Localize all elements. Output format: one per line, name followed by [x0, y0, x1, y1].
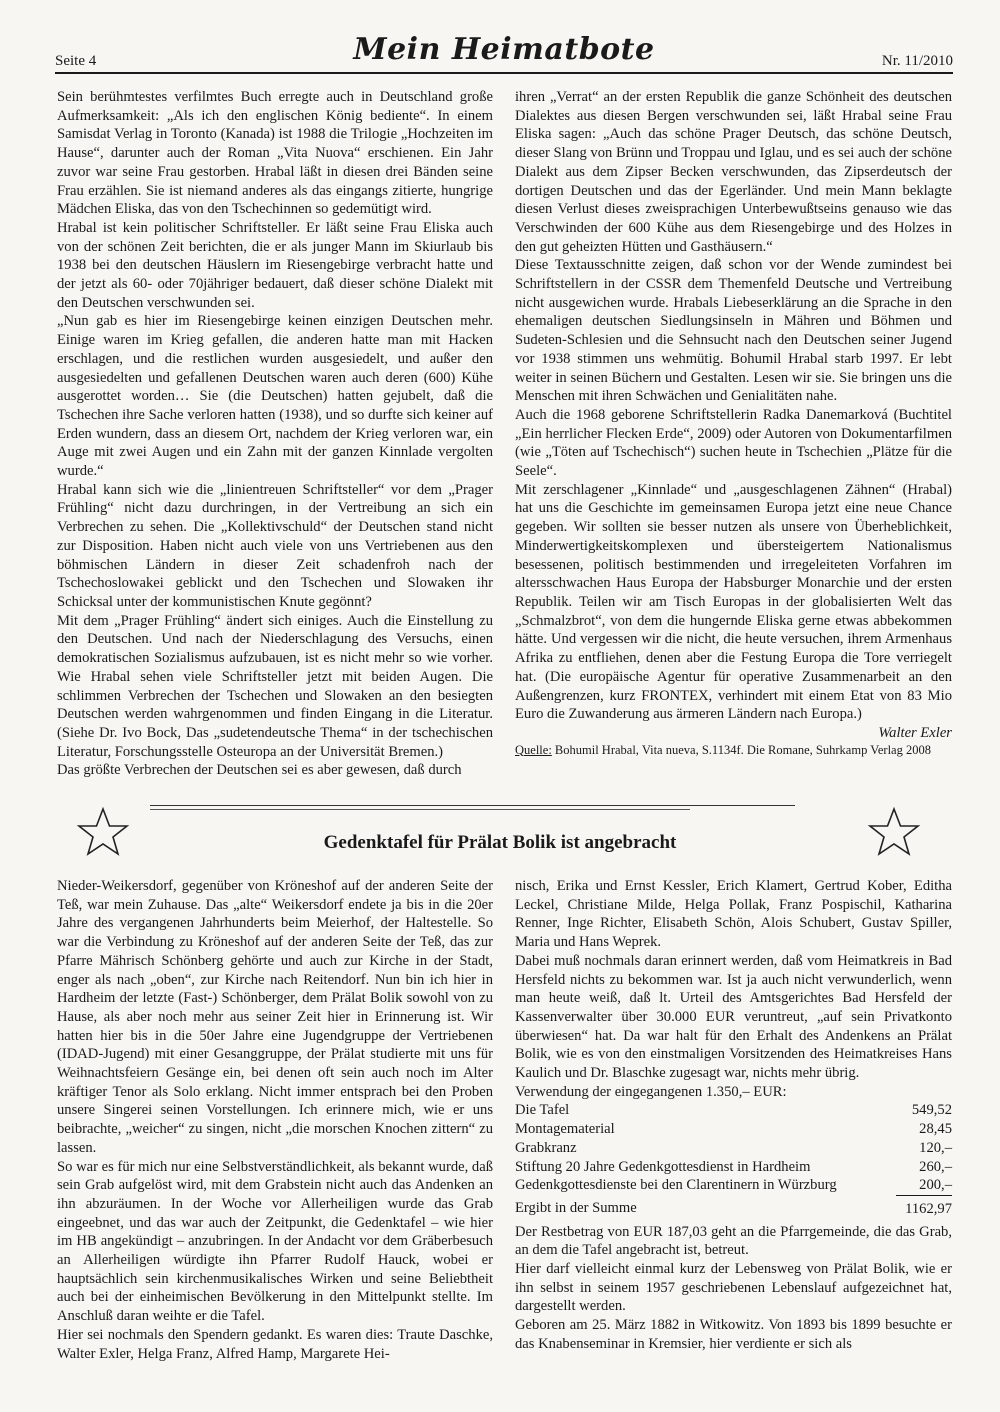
- paragraph: „Nun gab es hier im Riesengebirge keinen einzigen Deutschen mehr. Einige waren im Krieg gefallen, die anderen hatte man mit Hacken erschlagen, und die restlichen wurden ausgesiedelt, und außer den ausgesiedelten und gefallenen Deutschen waren auch deren (600) Kühe ausgerottet worden… Sie (die Deutschen) hatten gejubelt, daß die Tschechen ihre Sache verloren hatten (1938), und so durfte sich keiner auf Erden wundern, dass an diesem Ort, nachdem der Krieg verloren war, ein Auge mit zwei Augen und ein Zahn mit der ganzen Kinnlade vergolten wurde.“: [57, 313, 493, 480]
- table-row: [515, 1176, 952, 1195]
- paragraph: Hrabal kann sich wie die „linientreuen Schriftsteller“ vor dem „Prager Frühling“ nicht dazu durchringen, in der Vertreibung an sich ein Verbrechen zu sehen. Die „Kollektivschuld“ der Deutschen stand nicht zur Disposition. Haben nicht auch viele von uns Vertriebenen aus den böhmischen Ländern in dieser Zeit schadenfroh nach der Tschechoslowakei geblickt und den Tschechen und Slowaken ihr Schicksal unter der kommunistischen Knute gegönnt?: [57, 481, 493, 610]
- table-row: [515, 1139, 952, 1158]
- expense-table: [515, 1101, 952, 1218]
- article2-headline: Gedenktafel für Prälat Bolik ist angebracht: [323, 832, 677, 853]
- expense-label: Grabkranz: [515, 1139, 577, 1156]
- expense-amount: 200,–: [896, 1176, 952, 1195]
- article1-column-right: [515, 88, 952, 758]
- source-note: [515, 743, 952, 758]
- paragraph: ihren „Verrat“ an der ersten Republik die ganze Schönheit des deutschen Dialektes aus diesen Bergen verschwunden sei, läßt Hrabal seine Frau Eliska sagen: „Auch das schöne Prager Deutsch, das schöne Deutsch, dieser Slang von Brünn und Troppau und Iglau, und es sei auch der schöne Dialekt aus dem Zipser Becken verschwunden, das Zipserdeutsch der dortigen Deutschen und das der Egerländer. Und mein Mann beklagte diesen Verlust dieses zweisprachigen Unterbewußtseins genauso wie das Verschwinden der 600 Kühe aus dem Riesengebirge und des Holzes in den gut geheizten Hütten und Gasthäusern.“: [515, 89, 952, 255]
- total-label: Ergibt in der Summe: [515, 1200, 637, 1217]
- expense-label: Gedenkgottesdienste bei den Clarentinern in Würzburg: [515, 1177, 837, 1194]
- paragraph: Auch die 1968 geborene Schriftstellerin Radka Danemarková (Buchtitel „Ein herrlicher Flecken Erde“, 2009) oder Autoren von Dokumentarfilmen (wie „Töten auf Tschechisch“) suchen heute in Tschechien „Plätze für die Seele“.: [515, 406, 952, 480]
- masthead-logo: Mein Heimatbote: [353, 32, 655, 67]
- paragraph: Das größte Verbrechen der Deutschen sei es aber gewesen, daß durch: [57, 762, 462, 779]
- table-row: [515, 1101, 952, 1120]
- expense-label: Stiftung 20 Jahre Gedenkgottesdienst in Hardheim: [515, 1158, 811, 1175]
- paragraph: Geboren am 25. März 1882 in Witkowitz. Von 1893 bis 1899 besuchte er das Knabenseminar in Kremsier, hier verdiente er sich als: [515, 1317, 952, 1352]
- author-signature: Walter Exler: [878, 724, 952, 741]
- expense-label: Die Tafel: [515, 1102, 570, 1119]
- paragraph: Mit zerschlagener „Kinnlade“ und „ausgeschlagenen Zähnen“ (Hrabal) hat uns die Geschichte im gemeinsamen Europa jetzt eine neue Chance gegeben. Wir sollten sie besser nutzen als unsere von Überheblichkeit, Minderwertigkeitskomplexen und übersteigertem Nationalismus besessenen, politisch bestimmenden und irregeleiteten Vorfahren im altersschwachen Haus Europa der Habsburger Monarchie und der ersten Republik. Teilen wir am Tisch Europas in der globalisierten Welt das „Schmalzbrot“, von dem die hungernde Eliska gerne etwas abbekommen hätte. Und vergessen wir die nicht, die heute versuchen, ihrem Armenhaus Afrika zu entfliehen, denen aber die Festung Europa die Tore verriegelt hat. (Die europäische Agentur für operative Zusammenarbeit an den Außengrenzen, kurz FRONTEX, verhindert mit einem Etat von 83 Mio Euro die Zuwanderung aus ärmeren Ländern nach Europa.): [515, 481, 952, 723]
- paragraph: nisch, Erika und Ernst Kessler, Erich Klamert, Gertrud Kober, Editha Leckel, Christiane Milde, Helga Pollak, Franz Pospischil, Katharina Renner, Inge Richter, Elisabeth Schön, Alois Schubert, Gustav Spiller, Maria und Hans Weprek.: [515, 878, 952, 951]
- expense-amount: 28,45: [919, 1121, 952, 1138]
- page-number: Seite 4: [55, 53, 97, 69]
- article2-column-left: [57, 877, 493, 1363]
- header-rule: [55, 72, 953, 74]
- paragraph: Der Restbetrag von EUR 187,03 geht an die Pfarrgemeinde, die das Grab, an dem die Tafel angebracht ist, betreut.: [515, 1223, 952, 1259]
- star-outline-icon: [866, 806, 922, 858]
- page-header: [55, 30, 953, 74]
- expense-amount: 260,–: [919, 1158, 952, 1175]
- article1-column-left: [57, 88, 493, 780]
- paragraph: So war es für mich nur eine Selbstverständlichkeit, als bekannt wurde, daß sein Grab aufgelöst wird, mit dem Grabstein nicht auch das Andenken an ihn abzuräumen. In der Woche vor Allerheiligen wurde das Grab eingeebnet, und das war auch der Zeitpunkt, die Gedenktafel – wie hier im HB angekündigt – anzubringen. In der Andacht vor dem Gräberbesuch an Allerheiligen würdigte ihn Pfarrer Rudolf Hauck, wobei er hauptsächlich sein kirchenmusikalisches Wirken und seine Beliebtheit auch bei der einheimischen Bevölkerung in den Mittelpunkt stellte. Im Anschluß daran weihte er die Tafel.: [57, 1158, 493, 1325]
- paragraph: Sein berühmtestes verfilmtes Buch erregte auch in Deutschland große Aufmerksamkeit: „Als ich den englischen König bediente“. In einem Samisdat Verlag in Toronto (Kanada) ist 1988 die Trilogie „Hochzeiten im Hause“, darunter auch der Roman „Vita Nuova“ erschienen. Ein Jahr zuvor war seine Frau gestorben. Hrabal läßt in diesen drei Bänden seine Frau erzählen. Sie ist niemand anderes als das eingangs zitierte, hungrige Mädchen Eliska, das von den Tschechinnen so gedemütigt wird.: [57, 89, 493, 218]
- expense-amount: 120,–: [919, 1139, 952, 1156]
- total-row: [515, 1195, 952, 1218]
- paragraph: Dabei muß nochmals daran erinnert werden, daß vom Heimatkreis in Bad Hersfeld nichts zu bekommen war. Ist ja auch nicht verwunderlich, wenn man heute weiß, daß lt. Urteil des Amtsgerichtes Bad Hersfeld der Kassenverwalter über 30.000 EUR veruntreut, „auf sein Privatkonto überwiesen“ hat. Da war halt für den Erhalt des Andenkens an Prälat Bolik, wie es von den einstmaligen Vorsitzenden des Heimatkreises Hans Kaulich und Dr. Blaschke zugesagt war, nichts mehr übrig.: [515, 952, 952, 1082]
- paragraph: Hier darf vielleicht einmal kurz der Lebensweg von Prälat Bolik, wie er ihn selbst in seinem 1957 geschriebenen Lebenslauf aufgezeichnet hat, dargestellt werden.: [515, 1261, 952, 1315]
- star-outline-icon: [75, 806, 131, 858]
- expense-label: Montagematerial: [515, 1121, 615, 1138]
- section-divider: [150, 805, 795, 806]
- section-divider-secondary: [150, 809, 690, 810]
- paragraph: Diese Textausschnitte zeigen, daß schon vor der Wende zumindest bei Schriftstellern in der CSSR dem Themenfeld Deutsche und Vertreibung nicht ausgewichen wurde. Hrabals Liebeserklärung an die Sprache in den ehemaligen deutschen Siedlungsinseln in Mähren und Böhmen und Sudeten-Schlesien und die Sehnsucht nach den Deutschen seiner Jugend vor 1938 stimmen uns wehmütig. Bohumil Hrabal starb 1997. Er lebt weiter in seinen Büchern und Gestalten. Lesen wir sie. Sie bringen uns die Menschen mit ihren Schwächen und Genialitäten nahe.: [515, 257, 952, 405]
- article2-column-right: [515, 877, 952, 1354]
- total-amount: 1162,97: [905, 1200, 952, 1217]
- table-row: [515, 1120, 952, 1139]
- paragraph: Nieder-Weikersdorf, gegenüber von Kröneshof auf der anderen Seite der Teß, war mein Zuhause. Das „alte“ Weikersdorf endete ja bis in die 20er Jahre des vergangenen Jahrhunderts beim Meierhof, der Haltestelle. So war die Verbindung zu Kröneshof auf der anderen Seite der Teß, das zur Pfarre Mährisch Schönberg gehörte und auch zur Kirche in der Stadt, enger als nach „oben“, zur Kirche nach Reitendorf. Nun bin ich hier in Hardheim der letzte (Fast-) Schönberger, dem Prälat Bolik sowohl von zu Hause, als aber noch mehr aus seiner Zeit hier in Erinnerung ist. Wir hatten hier bis in die 50er Jahre eine Jugendgruppe der Vertriebenen (IDAD-Jugend) mit einer Gesanggruppe, der Prälat studierte mit uns für Weihnachtsfeiern Gesänge ein, bei denen oft sein auch noch im Alter kräftiger Tenor als Solo erklang. Nicht immer entsprach bei den Proben unsere Singerei seinen Vorstellungen. Ich erinnere mich, wie er uns beibrachte, „weicher“ zu singen, nicht „die morschen Knochen zittern“ zu lassen.: [57, 878, 493, 1156]
- paragraph: Hrabal ist kein politischer Schriftsteller. Er läßt seine Frau Eliska auch von der schönen Zeit berichten, die er als junger Mann im Skiurlaub bis 1938 bei den deutschen Häuslern im Riesengebirge verbracht hatte und der jetzt als 60- oder 70jähriger bedauert, daß dieser schöne Dialekt mit den Deutschen verschwunden sei.: [57, 219, 493, 311]
- source-text: Bohumil Hrabal, Vita nueva, S.1134f. Die Romane, Suhrkamp Verlag 2008: [551, 742, 931, 757]
- table-row: [515, 1158, 952, 1177]
- expense-amount: 549,52: [911, 1102, 952, 1119]
- issue-number: Nr. 11/2010: [881, 53, 953, 69]
- paragraph: Hier sei nochmals den Spendern gedankt. Es waren dies: Traute Daschke, Walter Exler, Helga Franz, Alfred Hamp, Margarete Hei-: [57, 1326, 493, 1362]
- source-label: Quelle:: [515, 742, 552, 757]
- paragraph: Mit dem „Prager Frühling“ ändert sich einiges. Auch die Einstellung zu den Deutschen. Und nach der Niederschlagung des Versuchs, einen demokratischen Sozialismus aufzubauen, ist es nicht mehr so wie vorher. Wie Hrabal sehen viele Schriftsteller jetzt mit beiden Augen. Die schlimmen Verbrechen der Tschechen und Slowaken an den besiegten Deutschen werden wahrgenommen und finden Eingang in die Literatur. (Siehe Dr. Ivo Bock, Das „sudetendeutsche Thema“ in der tschechischen Literatur, Forschungsstelle Osteuropa an der Universität Bremen.): [57, 612, 493, 760]
- paragraph: Verwendung der eingegangenen 1.350,– EUR:: [515, 1083, 787, 1100]
